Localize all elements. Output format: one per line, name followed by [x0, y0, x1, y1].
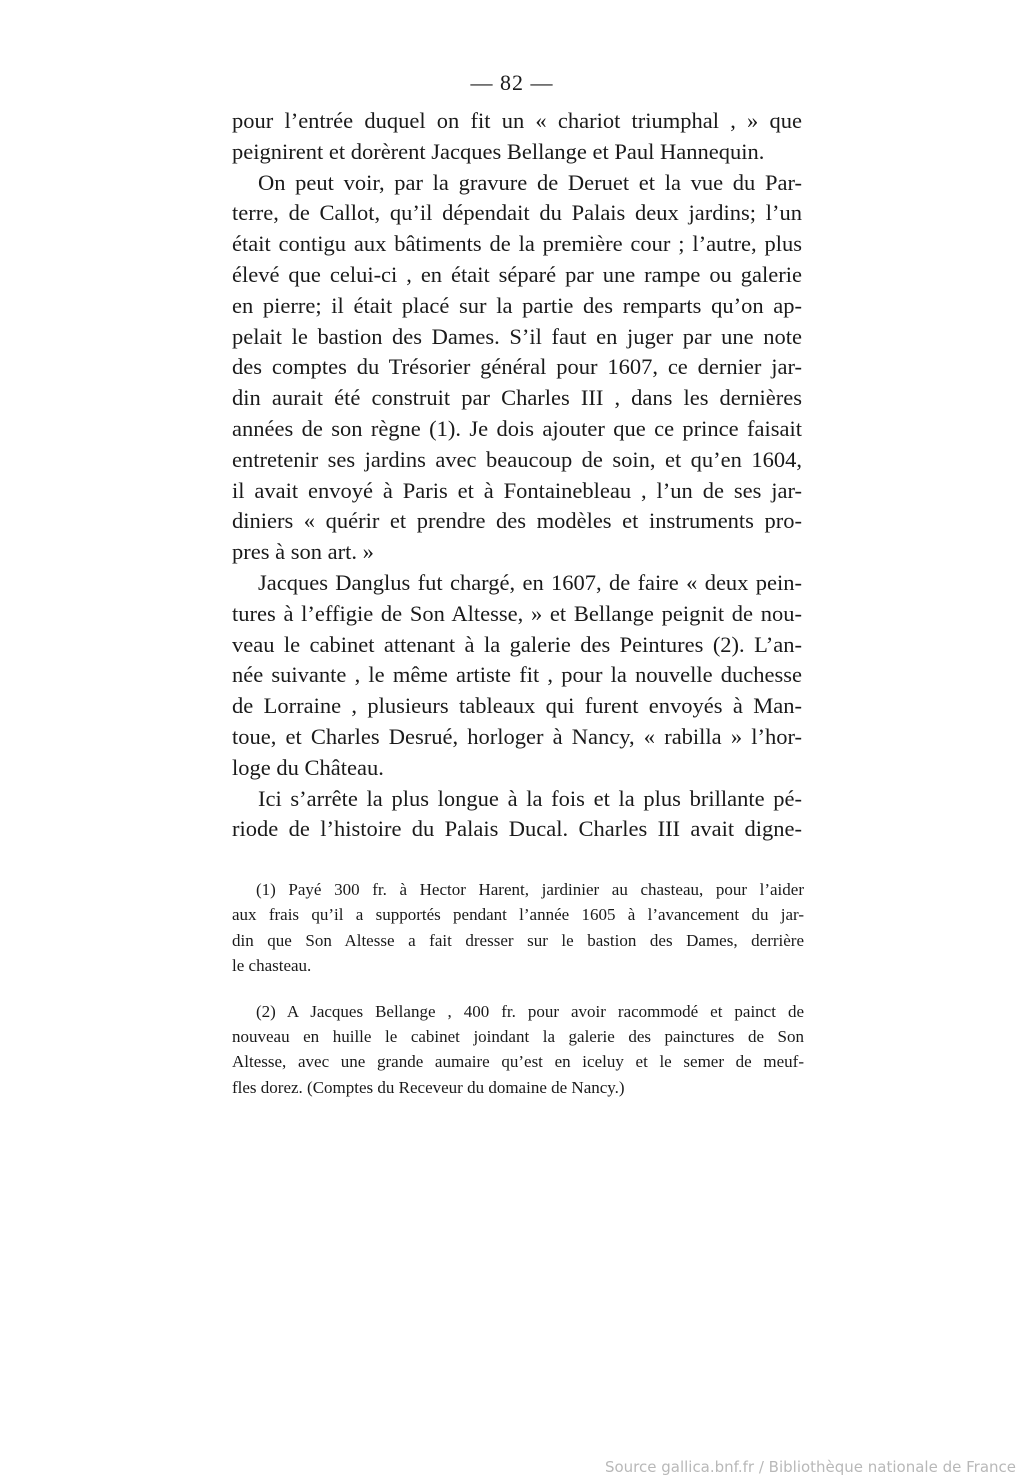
page-number: — 82 —: [470, 70, 554, 95]
footnote: [232, 877, 804, 979]
body-line: de Lorraine , plusieurs tableaux qui furent envoyés à Man-: [232, 693, 802, 719]
body-line: des comptes du Trésorier général pour 1607, ce dernier jar-: [232, 354, 802, 380]
body-line: Ici s’arrête la plus longue à la fois et la plus brillante pé-: [258, 785, 802, 811]
footnote-line: (2) A Jacques Bellange , 400 fr. pour avoir racommodé et painct de: [256, 1001, 804, 1021]
body-line: On peut voir, par la gravure de Deruet et la vue du Par-: [258, 169, 802, 195]
footnote-line: (1) Payé 300 fr. à Hector Harent, jardinier au chasteau, pour l’aider: [256, 880, 804, 899]
body-line: entretenir ses jardins avec beaucoup de soin, et qu’en 1604,: [232, 446, 802, 472]
footnote-line: nouveau en huille le cabinet joindant la galerie des painctures de Son: [232, 1026, 804, 1046]
body-line: en pierre; il était placé sur la partie des remparts qu’on ap-: [232, 292, 802, 318]
source-credit: Source gallica.bnf.fr / Bibliothèque nationale de France: [604, 1458, 1016, 1476]
footnote-line: fles dorez. (Comptes du Receveur du domaine de Nancy.): [232, 1077, 625, 1097]
body-line: terre, de Callot, qu’il dépendait du Palais deux jardins; l’un: [232, 200, 802, 226]
footnote: [232, 999, 804, 1101]
footnote-line: Altesse, avec une grande aumaire qu’est en iceluy et le semer de meuf-: [232, 1052, 804, 1072]
body-line: Jacques Danglus fut chargé, en 1607, de faire « deux pein-: [258, 569, 802, 595]
body-line: riode de l’histoire du Palais Ducal. Charles III avait digne-: [232, 816, 802, 842]
body-line: était contigu aux bâtiments de la première cour ; l’autre, plus: [232, 231, 802, 257]
body-line: din aurait été construit par Charles III , dans les dernières: [232, 385, 802, 411]
body-line: pres à son art. »: [232, 539, 374, 565]
body-line: élevé que celui-ci , en était séparé par une rampe ou galerie: [232, 261, 802, 287]
body-line: veau le cabinet attenant à la galerie des Peintures (2). L’an-: [232, 631, 802, 657]
body-line: née suivante , le même artiste fit , pour la nouvelle duchesse: [232, 662, 802, 688]
body-line: diniers « quérir et prendre des modèles et instruments pro-: [232, 508, 802, 534]
body-line: pelait le bastion des Dames. S’il faut en juger par une note: [232, 323, 802, 349]
body-line: tures à l’effigie de Son Altesse, » et Bellange peignit de nou-: [232, 600, 802, 626]
body-line: pour l’entrée duquel on fit un « chariot triumphal , » que: [232, 108, 802, 133]
footnotes: [232, 877, 804, 1120]
body-line: peignirent et dorèrent Jacques Bellange et Paul Hannequin.: [232, 138, 765, 164]
body-line: loge du Château.: [232, 754, 384, 780]
body-line: années de son règne (1). Je dois ajouter que ce prince faisait: [232, 415, 802, 441]
body-line: il avait envoyé à Paris et à Fontainebleau , l’un de ses jar-: [232, 477, 802, 503]
footnote-line: le chasteau.: [232, 956, 312, 976]
body-line: toue, et Charles Desrué, horloger à Nancy, « rabilla » l’hor-: [232, 723, 802, 749]
footnote-line: din que Son Altesse a fait dresser sur le bastion des Dames, derrière: [232, 930, 804, 950]
body-text: [232, 106, 802, 845]
footnote-line: aux frais qu’il a supportés pendant l’année 1605 à l’avancement du jar-: [232, 905, 804, 925]
